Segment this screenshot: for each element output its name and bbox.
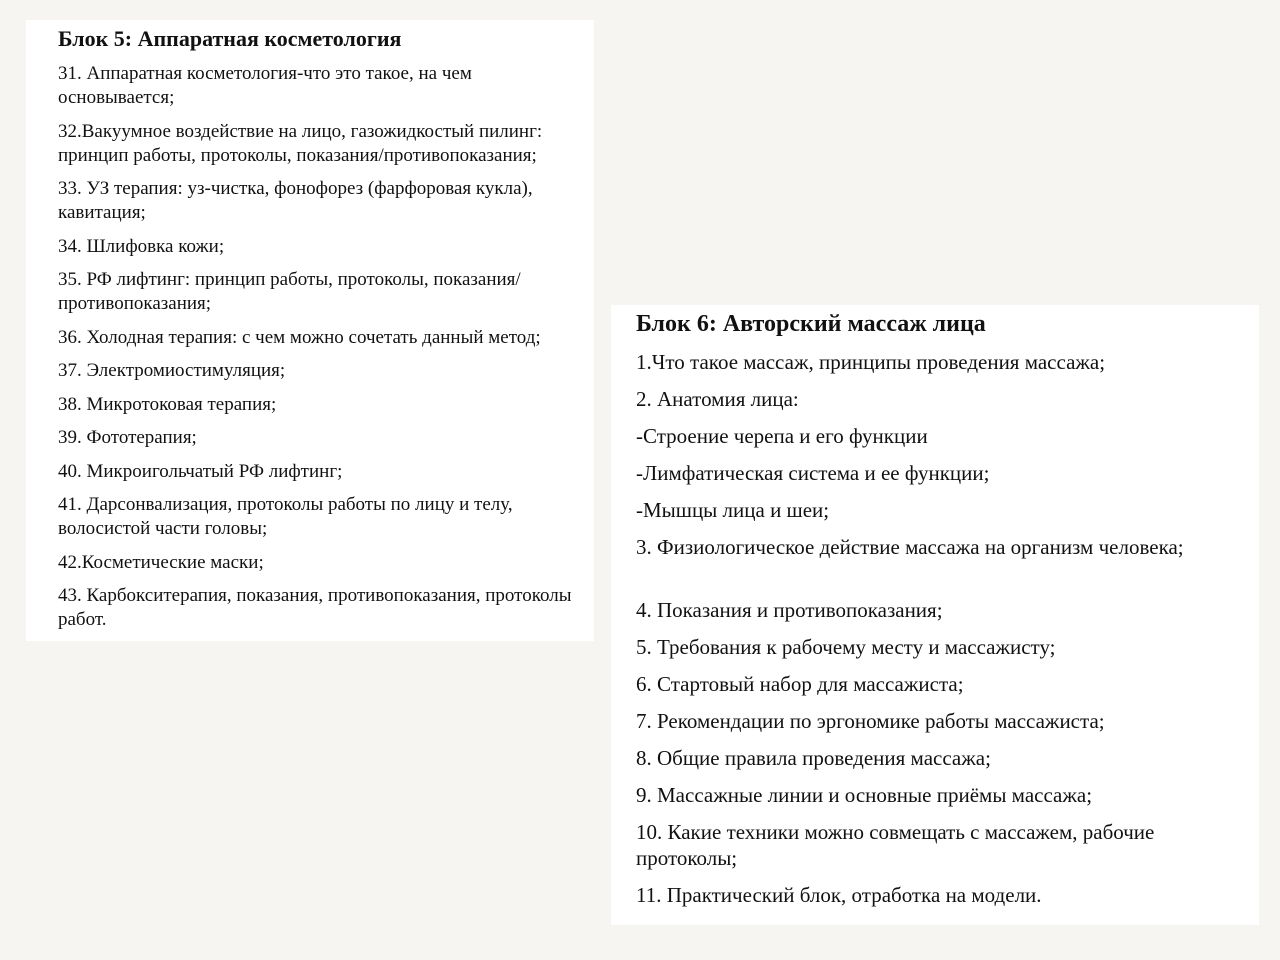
list-item: 33. УЗ терапия: уз-чистка, фонофорез (фарфоровая кукла), кавитация;	[58, 178, 533, 223]
list-item: 40. Микроигольчатый РФ лифтинг;	[58, 460, 343, 482]
list-item: 34. Шлифовка кожи;	[58, 235, 225, 257]
list-item: 9. Массажные линии и основные приёмы массажа;	[636, 783, 1093, 807]
list-item: 41. Дарсонвализация, протоколы работы по лицу и телу, волосистой части головы;	[58, 494, 513, 539]
block-5-title: Блок 5: Аппаратная косметология	[58, 26, 402, 51]
list-item: 8. Общие правила проведения массажа;	[636, 746, 991, 770]
list-item: 4. Показания и противопоказания;	[636, 598, 943, 622]
list-item: 39. Фототерапия;	[58, 427, 197, 448]
list-item: 31. Аппаратная косметология-что это такое, на чем основывается;	[58, 63, 472, 108]
list-item: 36. Холодная терапия: с чем можно сочетать данный метод;	[58, 326, 541, 348]
list-item: 3. Физиологическое действие массажа на организм человека;	[636, 535, 1184, 559]
list-item: 38. Микротоковая терапия;	[58, 393, 277, 415]
list-item: 43. Карбокситерапия, показания, противопоказания, протоколы работ.	[58, 585, 572, 630]
list-item: -Строение черепа и его функции	[636, 424, 928, 448]
list-item: -Лимфатическая система и ее функции;	[636, 461, 990, 485]
list-item: 5. Требования к рабочему месту и массажисту;	[636, 635, 1056, 659]
list-item: 32.Вакуумное воздействие на лицо, газожидкостый пилинг: принцип работы, протоколы, показания/противопоказания;	[58, 120, 543, 166]
list-item: 2. Анатомия лица:	[636, 387, 799, 411]
list-item: 37. Электромиостимуляция;	[58, 360, 286, 381]
list-item: 7. Рекомендации по эргономике работы массажиста;	[636, 709, 1105, 733]
block-6-title: Блок 6: Авторский массаж лица	[636, 311, 986, 337]
list-item: 42.Косметические маски;	[58, 551, 264, 573]
list-item: 6. Стартовый набор для массажиста;	[636, 672, 964, 696]
block-6-card	[611, 305, 1259, 925]
list-item: 1.Что такое массаж, принципы проведения массажа;	[636, 350, 1106, 374]
list-item: 11. Практический блок, отработка на модели.	[636, 883, 1042, 907]
block-5-card	[26, 20, 594, 641]
list-item: 35. РФ лифтинг: принцип работы, протоколы, показания/ противопоказания;	[58, 269, 521, 314]
block-5-list	[58, 62, 582, 632]
block-6-list	[636, 349, 1249, 908]
list-item: 10. Какие техники можно совмещать с массажем, рабочие протоколы;	[636, 820, 1155, 870]
list-item: -Мышцы лица и шеи;	[636, 498, 830, 522]
